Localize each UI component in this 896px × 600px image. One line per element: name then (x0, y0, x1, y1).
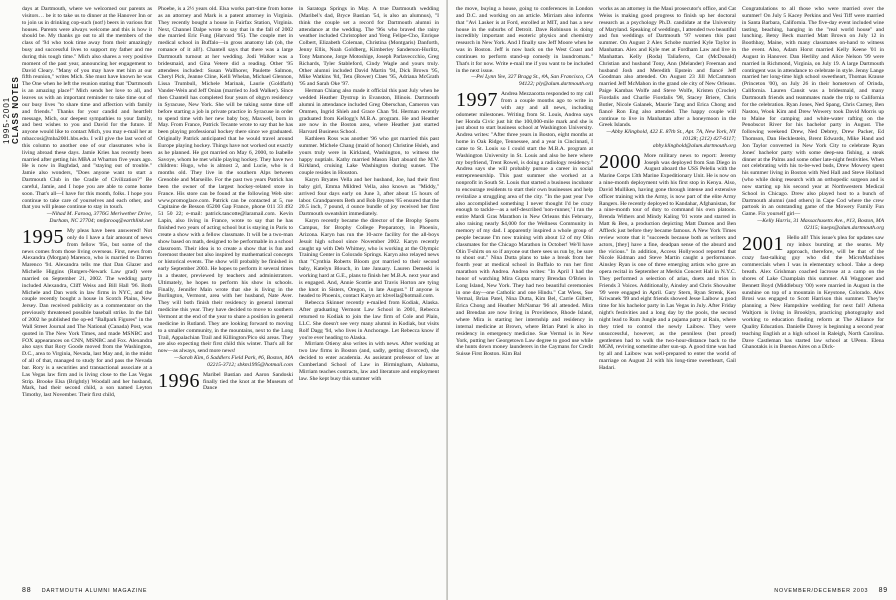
signature: —Abby Klinghold, 422 E. 87th St., Apt. 7A, New York, NY 10128; (212) 427-6117; abby.klinghold@alum.dartmouth.org (606, 129, 736, 149)
magazine-name: DARTMOUTH ALUMNI MAGAZINE (41, 588, 148, 594)
paragraph: Karyn recently became the director of the Brophy Sports Campus, for Brophy College Preparatory, in Phoenix, Arizona. Karyn has run the 10-acre facility for the all-boys Jesuit high school since November 2002. Karyn recently caught up with Deb Whitney, who is working at the Olympic Training Center in Colorado Springs. Karyn also relayed news that "Cynthia Roberts Bloom got married to their second baby, Katelyn Blouch, in late January. Lauren Demeski is working hard at G.E., plans to finish her M.B.A. next year and is engaged. And, Annie Scottie and Travis Horton are tying the knot in Sisters, Oregon, in late August." If anyone is headed to Phoenix, contact Karyn at: kbvella@hotmail.com. (299, 218, 439, 300)
paragraph: Congratulations to all those who were married over the summer! On July 5 Kacey Perkins and Vesi Tiff were married in Santa Barbara, California. The five-day event included wine tasting, beaching, hanging in the "real world house" and lunching. Betsy Beck married Matt Brown on July 12 in Boothbay, Maine, with many classmates on-hand to witness the event. Also, Adam Horst married Kelly Keene '01 in August in Hanover. Dan Herlihy and Alice Nelson '99 were married in Richmond, Virginia, on July 19. A large Dartmouth contingent was in attendance to celebrate in style. Jenny Lange married her long-time high school sweetheart, Thomas Krause (Princeton '00), on July 26 in their hometown of Orinda, California. Lauren Cansit was a bridesmaid, and many Dartmouth friends and teammates made the trip to California for the celebration. Ryan Jones, Ned Spang, Chris Carney, Ben Nastou, Wook Kim and Drew Wowery took David Morris up to Maine for camping and white-water rafting on the Penobscot River for his bachelor party in August. The following weekend Drew, Ned Debrey, Drew Packer, Ed Thomson, Dan Hecklestein, Brent Edwards, Mike Hand and Jon Taylor converted in New York City to celebrate Ryan Jones' bachelor party with some deep-sea fishing, a steak dinner at the Palms and some other late-night festivities. When not celebrating with his to-be-wed buds, Drew Mowery spent his summer living in Boston with Ned Hall and Steve Holland (who while doing research with an orthopedic surgeon and is now starting up his second year at Northwestern Medical School in Chicago. Drew also played host to a bunch of Dartmouth alumni (and others) in Cape Cod where the crew partook in an outstanding game of the Mowery Family Fun Game. Fix yourself girl— (742, 6, 884, 218)
paragraph: Herman Chiang also made it official this past July when he wedded Heather Dystrup in Evanston, Illinois. Dartmouth alumni in attendance included Greg Oberschan, Cameron van Ommen, Ingrid Shieh and Grace Chan '94. Herman recently graduated from Kellogg's M.B.A. program. He and Heather are now in the Boston area, where Heather just started Harvard Business School. (299, 88, 439, 136)
class-notes-sidebar (0, 0, 22, 600)
paragraph: My pleas have been answered! Not only do I have a fair amount of news from fellow '95s, but some of the news comes from those living overseas. First, news from Alexandra (Morgan) Marenco, who is married to Darren Marenco '94. Alexandra tells me that Dan Glazer and Michelle Higgins (Rutgers-Newark Law grad) were married on September 21, 2002. The wedding party included Alexandra, Cliff Weiss and Bill Hall '96. Both Michele and Dan work in law firms in NYC, and the couple recently bought a house in Scotch Plains, New Jersey. Dan received publicity as a commentator on the previously threatened possible baseball strike. In the fall of 2002 he published the op-ed "Ballpark Figures" in the Wall Street Journal and The National (Canada) Post, was quoted in The New York Times, and made MSNBC and FOX appearances on CNN, MSNBC and Fox. Alexandra also says that Rory Goode moved from the Washington, D.C., area to Virginia, Nevada, last May and, in the midst of all of that, managed to study for and pass the Nevada bar. Rory is a securities and transactional associate at a Las Vegas law firm and is living close to the Las Vegas Strip. Brooke Elsa (Brightly) Woodall and her husband, Mark, had their second child, a son named Leyton Timothy, last November. Their first child, (22, 228, 152, 399)
paragraph: Andrea Mezzacotta responded to my call from a couple months ago to write in with any and all news, including odometer milestones. Writing from St. Louis, Andrea says her Honda Civic just hit the 100,000-mile mark and she is just about to start business school at Washington University. Andrea writes: "After three years in Boston, eight months at home in Oak Ridge, Tennessee, and a year in Cincinnati, I came to St. Louis so I could start the M.B.A. program at Washington University in St. Louis and also be here where my boyfriend, Trent Rowel, is doing a radiology residency." Andrea says she will probably pursue a career in social entrepreneurship. This past summer she worked at a nonprofit in South St. Louis that started a business incubator to encourage residents to start their own businesses and help revitalize a struggling area of the city. "In the past year I've also accomplished something I never thought I'd be crazy enough to tackle—as a self-described 'non-runner,' I ran the entire Mardi Gras Marathon in New Orleans this February, also raising nearly $4,000 for the Wellness Community in memory of my dad. I apparently inspired a whole group of people because I'm now training with about 12 of my Olin classmates for the Chicago Marathon in October! We'll have Olin T-shirts on so if anyone out there sees us run by, be sure to shout out." Nina Dutta plans to take a break from her fourth year at medical school in Buffalo to run her first marathon with Andrea. Andrea writes: "In April I had the honor of watching Mira Gupta marry Brendan O'Brien in Long Island, New York. They had two beautiful ceremonies in one day—one Catholic and one Hindu." Cat Wiess, Sue Vermal, Brian Patel, Nina Dutta, Kim Bel, Carrie Gilbert, Erica Chong and Heather McNamar '96 all attended. Mira and Brendan are now living in Providence, Rhode Island, where Mira is starting her internship and residency in internal medicine at Brown, where Brian Patel is also in residency in emergency medicine. Sue Vermal is in New York, putting her Georgetown Law degree to good use while she hunts down money launderers in the Caymans for Credit Suisse First Boston. Kim Bal (456, 91, 593, 358)
paragraph: Maribel Bastian and Aaron Sandoski finally tied the knot at the Museum of Dance (203, 371, 293, 392)
right-column-3 (742, 6, 884, 594)
issue-date: NOVEMBER/DECEMBER 2003 (774, 588, 869, 594)
class-year-heading: 2000 (599, 150, 641, 173)
paragraph: days at Dartmouth, where we welcomed our parents as visitors… be it to take us to dinner at the Hanover Inn or to join us in drinking cop-such (not!) beers in various frat houses. Parents were always welcome and this is how it should be. My thanks go out to all the members of the class of '94 who took time away from their amazingly busy and successful lives to support my father and me during this tough time." Mich also shares a very positive moment of the past year, announcing her engagement to David Cleary. "Many of you may have met him at our fifth reunion," writes Mich. She must have known he was The One when he left the reunion stating that "Dartmouth is an amazing place!" Mich sends her love to all, and leaves us with an important reminder to take time out of our busy lives "to share time and affection with family and friends." Thanks for your candid and heartfelt message, Mich, our deepest sympathies to your family, and best wishes to you and David for the future. If anyone would like to contact Mich, you may e-mail her at mbaccosi@mba2001.hbs.edu. I will give the last word of this column to another one of our classmates who is living abroad these days. Jamie Kries has recently been married after getting his MBA at Wharton five years ago. He is now in Baghdad, and "staying out of trouble." Jamie also wonders, "Does anyone want to start a Dartmouth Club in the Cradle of Civilization?" Be careful, Jamie, and I hope you are able to come home soon. That's all—I have for this month, folks. I hope you continue to take care of yourselves and each other, and that you will please continue to stay in touch. (22, 6, 152, 211)
class-year-heading: 1995 (22, 226, 64, 248)
signature: —Kelly Harris, 31 Massachusetts Ave., #13, Boston, MA 02115; kaepx@alum.dartmouth.org (757, 218, 884, 231)
paragraph: Phoebe, is a 2½ years old. Elsa works part-time from home as an attorney and Mark is a patent attorney in Virginia. They recently bought a house in Fairfax Station, Virginia. Next, Channel Dalpe wrote to say that in the fall of 2002 she married Eric Fung (Harvard '95). The couple met in medical school in Buffalo—in gross anatomy lab (oh, the romance of it all!). Chantell says that there was a large Dartmouth turnout at her wedding. Jodi Walker was a bridesmaid, and Gina Vetere did a reading. Other '95 attendees included: Susan Wallhorer, Paulette Salmon, Cheryl Pick, Jeanne Cline, Kelli Whelan, Michael Glennon, Lissa Trumbull, Michele Marinak, Laurie (Goldfarb) Vander-Wein and Jeff Onian (married to Jodi Walker). Since then Chantell has completed four years of obgyn residency in Syracuse, New York. She will be taking some time off before starting a job in private practice in Syracuse in order to spend time with her new baby boy, Maxwell, born in May. From France, Patrick Tecante wrote to say that he has been playing professional hockey there since we graduated. Originally Patrick anticipated that he would travel around Europe playing hockey. Things have not worked out exactly as he planned. He got married on May 6, 2000, to Isabelle Savoye, whom he met while playing hockey. They have two children: Hugo, who is almost 2, and Lucie, who is 4 months old. They live in the southern Alps between Grenoble and Marseille. For the past two years Patrick has been the owner of the largest hockey-related store in France. His store can be found at the following Web site: www.promoglace.com. Patrick can be contacted at 5, rue Capitaine de Besson 05200 Gap France, phone 011 33 492 51 50 22; e-mail: patrick.tancotte@laramail.com. Kevin Lapin, also living in France, wrote to say that he has finished two years of acting school but is staying in Paris to create a show with a fellow classmate. It will be a two-man show based on math, designed to be performable in a school classroom. Their idea is to create a show that is fun and foremost theater but also inspired by mathematical concepts or historical events. The show will probably be finished in early September 2003. He hopes to perform it several times in a theater, previewed by teachers and administrators. Ultimately, he hopes to perform his show in schools. Finally, Jennifer Main wrote that she is living in the Burlington, Vermont, area with her husband, Nate Aver. They will both finish their residency in general internal medicine this year. They have decided to move to southern Vermont at the end of the year to share a position in general medicine in Rutland. They are looking forward to moving to a smaller community, in the mountains, next to the Long Trail, Appalachian Trail and Killington/Pico ski areas. They are also expecting their first child this winter. That's all for now—as always, send more news! (158, 6, 293, 355)
right-column-2 (599, 6, 736, 594)
class-year-heading: 2001 (742, 232, 784, 255)
right-footer (774, 587, 888, 594)
right-column-1 (456, 6, 593, 594)
paragraph: More military news to report: Jeremy Joseph was deployed from San Diego in August aboard the USS Peleliu with the Marine Corps 13th Marine Expeditionary Unit. He is now on a nine-month deployment with his first stop in Kenya. Also, David Mulliken, having gone through intense and extensive officer training with the Army, is now part of the elite Army Rangers. He recently deployed to Kandahar, Afghanistan, for a nine-month tour of duty to command his own platoon. Brenda Withers and Mindy Kaling '01 wrote and starred in Matt & Ben, a production depicting Matt Damon and Ben Affleck just before they became famous. A New York Times review wrote that it "succeeds because both as writers and actors, [they] have a fine, deadpan sense of the absurd and the vicious." In addition, Access Hollywood reported that Nicole Kidman and Steve Martin caught a performance. Ainsley Ryan is one of three emerging artists who gave an opera recital in September at Merkin Concert Hall in N.Y.C. They performed a selection of arias, duets and trios in Friends 3 Voices. Additionally, Ainsley and Chris Showalter '99 were engaged in April. Gary Stern, Ryan Strenk, Ken Kriwanek '99 and eight friends showed Jesse Laibow a good time for his bachelor party in Las Vegas in July. After Friday night's festivities and a long day by the pools, the second night lead to Rum Jungle and a pajama party at Rain, where they tried to control the newly Laibow. They were unsuccessful, however, as the penniless (but proud) gentlemen had to walk the two-hour-distance back to the MGM, reviving sometime after sun-up. A good time was had by all and Laibow was well-prepared to enter the world of marriage on August 24 with his long-time sweetheart, Gail Hadari. (599, 152, 736, 371)
paragraph: works as an attorney in the Maui prosecutor's office, and Cat Weiss is making good progress to finish up her doctoral research as a psychology Ph.D. candidate at the University of Maryland. Speaking of weddings, I attended two beautiful and fun weddings of Dartmouth '97 women this past summer. On August 2 Alex Schobe married Kyle Taylor in Manhattan. Alex and Kyle met at Fordham Law and live in Manhattan. Kelly (Roda) Taliaferro, Cat (McDonald) Christian and husband Tony, Ann (Melander) Freeman and husband Josh and Meredith Epstein and fiancé Jeff Goodman also attended. On August 23 Jill McCammon married Jeff McMahon in the grand ole city of New Orleans. Paige Kambas Wolfe and Steve Wolfe, Kristen (Crocke) Fiordalis and Charlie Fiordalis '98, Stacey Briere, Chris Butler, Nicole Galanek, Maurie Tang and Erica Chong and fiancé Ron Eng also attended. The happy couple will continue to live in Manhattan after a honeymoon in the Greek Islands. (599, 6, 736, 129)
paragraph: the move, buying a house, going to conferences in London and D.C. and working on an article. Mirriam also informs that "Avi Lasker is at Ford, enrolled at MIT, and has a new house in the suburbs of Detroit. Dave Robinson is doing incredibly important and esoteric physics and chemistry research in New York. And I finally saw Jeff Moore when he was in Boston. Jeff is now back on the West Coast and continues to perform stand-up comedy in laundromats." That's it for now. Write e-mail me if you want to be included in the next issue. (456, 6, 593, 74)
class-block-1995 (22, 228, 152, 399)
left-footer (22, 587, 147, 594)
paragraph: Karyn Bryates Vella and her husband, Joe, had their first baby girl, Emma Mildred Vella, also known as "Middy," arrived four days early on June 3, after about 15 hours of labor. Grandparents Beth and Bob Bryates '65 ensured that the 20.5 inch, 7 pound, 4 ounce bundle of joy received her first Dartmouth sweatshirt immediately. (299, 177, 439, 218)
signature: —Sarah Kim, 6 Saddlers Field Park, #6, Boston, MA 02215-3712; sbkm1995@hotmail.com (174, 355, 293, 368)
side-label-section: CLASS NOTES (11, 76, 20, 144)
class-year-heading: 1996 (158, 369, 200, 392)
left-column-2 (158, 6, 293, 594)
paragraph: Hello all! This issue's plea for updates saw my inbox bursting at the seams. My approach, therefore, will be that of the crazy fast-talking guy who did the MicroMachines commercials when I was in elementary school. Take a deep breath. Alex Grishman coached lacrosse at a camp on the shores of Lake Champlain this summer. Ali Waggoner and Bennett Boyd (Middlebury '00) were married in August in the sunshine on top of a mountain in Keystone, Colorado. Alex Brosi was engaged to Scott Harrison this summer. They're planning a New Hampshire wedding for next fall! Athena Waltjorn is living in Brooklyn, practicing photography and working to education finding reform at The Alliance for Quality Education. Danielle Davey is beginning a second year teaching English at a high school in Raleigh, North Carolina. Dave Castleman has started law school at UPenn. Elena Ghanotakis is in Buenos Aires on a Dick- (742, 234, 884, 351)
signature: —Nihad M. Farooq, 3776G Meriwether Drive, Durham, NC 27704; nmfarooq@earthlink.net (46, 211, 152, 225)
side-label-years: 1995-2001 (2, 96, 11, 144)
class-block-1997 (456, 91, 593, 358)
class-block-1996 (158, 369, 293, 393)
paragraph: in Saratoga Springs in May. A true Dartmouth wedding (Maribel's dad, Bryce Bastian '54, is also an alumnus), "I think the couple set a record for Dartmouth alumni in attendance at the wedding. The '96s who braved the rainy weather included Christopher and Yeng Felipe-Cho, Enrique Colbert, Elizabeth Coleman, Christina (Montgaris) Danforth, Jenny Ellis, Noah Goldberg, Kimberley Sanderson-Hurlitz, Tony Mamone, Jorge Motoshige, Joseph Parlaveccchio, Greg Richards, Tyler Stableford, Cindy Wagle and yours truly. Other alumni included David Martin '94, Dick Brown '95, Mike Watkins '84, Tetu (Bower) Claes '95, Adriana McGrath '95 and Sarah Oke '97. (299, 6, 439, 88)
class-block-2001 (742, 232, 884, 351)
paragraph: Rebecca Skinner recently e-mailed from Kodiak, Alaska. After graduating Vermont Law School in 2001, Rebecca returned to Kodiak to join the law firm of Cole and Plain, LLC. She doesn't see very many alumni in Kodiak, but visits Rolf Dagg '94, who lives in Anchorage. Let Rebecca know if you're ever heading to Alaska. (299, 300, 439, 341)
paragraph: Kathleen Ross was another '96 who got married this past summer. Michele Chang (maid of honor) Christine Hsieh, and yours truly were in Kirkland, Washington, to witness the happy nuptials. Kathy married Mason Hart aboard the M.V. Kirkland, cruising Lake Washington during sunset. The couple resides in Houston. (299, 136, 439, 177)
left-column-1 (22, 6, 152, 594)
paragraph: Mirriam Otieny also writes in with news. After working at two law firms in Boston (and, sadly, getting divorced), she decided to enter academia. As assistant professor of law at Cumberland School of Law in Birmingham, Alabama, Mirriam teaches contracts, law and literature and employment law. She kept busy this summer with (299, 341, 439, 382)
class-year-heading: 1997 (456, 89, 498, 112)
signature: —Pei Lynn Yee, 327 Bragg St., #A, San Francisco, CA 94122; ply@alum.dartmouth.org (471, 74, 593, 88)
side-label (2, 24, 20, 144)
page-number: 89 (878, 587, 888, 594)
page-number: 88 (22, 587, 32, 594)
class-block-2000 (599, 150, 736, 372)
left-column-3 (299, 6, 439, 594)
right-page (448, 0, 896, 600)
